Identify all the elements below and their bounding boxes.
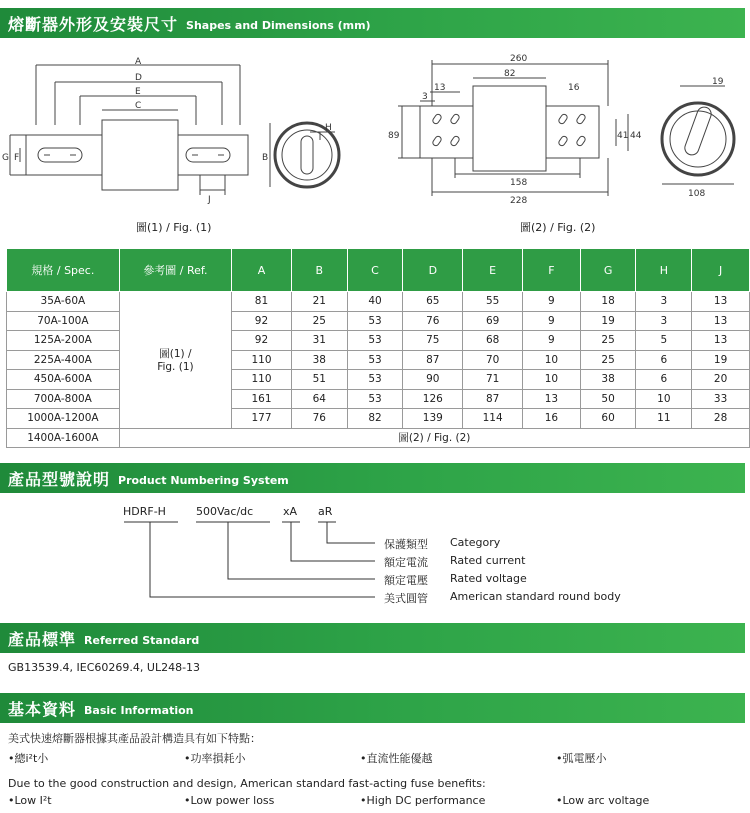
cell: 87 <box>403 350 463 370</box>
cell: 81 <box>232 292 292 312</box>
item-zh: 美式圓管 <box>384 592 428 605</box>
basic-item-zh: •總i²t小 <box>8 752 49 765</box>
cell: 20 <box>692 370 750 390</box>
cell: 76 <box>403 311 463 331</box>
dim-3: 3 <box>422 92 428 102</box>
standard-text: GB13539.4, IEC60269.4, UL248-13 <box>8 661 201 674</box>
table-row <box>7 409 750 429</box>
dim-label-B: B <box>262 153 269 163</box>
section-title-zh: 產品標準 <box>8 629 77 649</box>
table-header: J <box>692 249 750 292</box>
section-title-en: Basic Information <box>84 703 194 717</box>
cell: 50 <box>580 389 636 409</box>
cell: 126 <box>403 389 463 409</box>
basic-item-en: •Low arc voltage <box>556 794 650 807</box>
dim-label-C: C <box>135 101 142 111</box>
dim-label-E: E <box>135 87 141 97</box>
cell: 9 <box>523 292 581 312</box>
cell: 13 <box>692 311 750 331</box>
cell: 19 <box>580 311 636 331</box>
cell: 25 <box>580 350 636 370</box>
dim-label-F: F <box>14 153 20 163</box>
table-row <box>7 331 750 351</box>
cell: 10 <box>523 370 581 390</box>
cell: 31 <box>291 331 347 351</box>
table-row <box>7 350 750 370</box>
item-zh: 額定電流 <box>384 556 428 569</box>
table-header: 規格 / Spec. <box>7 249 120 292</box>
cell-spec: 125A-200A <box>7 331 120 351</box>
item-en: American standard round body <box>450 590 621 603</box>
section-title-en: Product Numbering System <box>118 473 289 487</box>
table-header: F <box>523 249 581 292</box>
cell: 33 <box>692 389 750 409</box>
table-header: G <box>580 249 636 292</box>
table-header: E <box>463 249 523 292</box>
dim-228: 228 <box>510 196 528 206</box>
basic-intro-zh: 美式快速熔斷器根據其產品設計構造具有如下特點： <box>8 732 261 745</box>
cell: 60 <box>580 409 636 429</box>
spec-table <box>6 248 750 448</box>
basic-item-zh: •直流性能優越 <box>360 752 433 765</box>
cell: 110 <box>232 350 292 370</box>
cell: 10 <box>523 350 581 370</box>
figure-1-drawing <box>0 50 360 210</box>
table-row <box>7 370 750 390</box>
code-current: xA <box>283 505 298 518</box>
item-zh: 保護類型 <box>384 538 428 551</box>
item-en: Rated current <box>450 554 526 567</box>
cell: 87 <box>463 389 523 409</box>
dim-158: 158 <box>510 178 528 188</box>
dim-82: 82 <box>504 69 516 79</box>
cell: 51 <box>291 370 347 390</box>
basic-item-en: •Low power loss <box>184 794 275 807</box>
item-en: Category <box>450 536 501 549</box>
cell: 69 <box>463 311 523 331</box>
ref-fig1-line2: Fig. (1) <box>157 361 194 374</box>
table-header: B <box>291 249 347 292</box>
item-en: Rated voltage <box>450 572 527 585</box>
numbering-item-voltage <box>384 572 527 588</box>
cell: 6 <box>636 350 692 370</box>
table-header: D <box>403 249 463 292</box>
cell: 13 <box>692 331 750 351</box>
basic-item-en: •Low I²t <box>8 794 52 807</box>
table-header-row <box>7 249 750 292</box>
cell: 110 <box>232 370 292 390</box>
table-row <box>7 311 750 331</box>
table-header: H <box>636 249 692 292</box>
cell: 139 <box>403 409 463 429</box>
cell: 177 <box>232 409 292 429</box>
cell: 9 <box>523 331 581 351</box>
dim-260: 260 <box>510 54 528 64</box>
cell: 9 <box>523 311 581 331</box>
code-voltage: 500Vac/dc <box>196 505 254 518</box>
cell: 3 <box>636 311 692 331</box>
cell: 53 <box>347 389 403 409</box>
cell-spec: 450A-600A <box>7 370 120 390</box>
cell: 65 <box>403 292 463 312</box>
numbering-connector-lines <box>0 515 400 605</box>
table-row <box>7 292 750 312</box>
cell-spec: 35A-60A <box>7 292 120 312</box>
cell: 53 <box>347 331 403 351</box>
cell: 38 <box>580 370 636 390</box>
cell-spec: 1000A-1200A <box>7 409 120 429</box>
dim-label-J: J <box>208 195 211 205</box>
cell: 6 <box>636 370 692 390</box>
cell: 11 <box>636 409 692 429</box>
figure-1-caption: 圖(1) / Fig. (1) <box>136 221 212 234</box>
numbering-item-body <box>384 590 621 606</box>
dim-label-G: G <box>2 153 9 163</box>
code-model: HDRF-H <box>123 505 166 518</box>
dim-41: 41 <box>617 131 629 141</box>
section-header-numbering <box>0 463 745 493</box>
cell: 161 <box>232 389 292 409</box>
cell: 40 <box>347 292 403 312</box>
table-row <box>7 428 750 448</box>
dim-44: 44 <box>630 131 642 141</box>
cell: 53 <box>347 350 403 370</box>
ref-fig1-line1: 圖(1) / <box>159 348 192 361</box>
cell: 90 <box>403 370 463 390</box>
dim-label-H: H <box>325 123 332 133</box>
numbering-item-current <box>384 554 526 570</box>
numbering-item-category <box>384 536 501 552</box>
cell-ref-fig2: 圖(2) / Fig. (2) <box>119 428 749 448</box>
cell-spec: 700A-800A <box>7 389 120 409</box>
basic-item-en: •High DC performance <box>360 794 486 807</box>
cell: 3 <box>636 292 692 312</box>
figure-2-drawing <box>380 46 750 216</box>
cell-ref-fig1 <box>119 292 231 429</box>
cell: 68 <box>463 331 523 351</box>
cell: 19 <box>692 350 750 370</box>
section-title-en: Referred Standard <box>84 633 200 647</box>
cell: 53 <box>347 370 403 390</box>
cell-spec: 225A-400A <box>7 350 120 370</box>
table-header: C <box>347 249 403 292</box>
cell: 53 <box>347 311 403 331</box>
section-header-standard <box>0 623 745 653</box>
table-row <box>7 389 750 409</box>
cell: 64 <box>291 389 347 409</box>
basic-item-zh: •功率損耗小 <box>184 752 246 765</box>
figure-2-caption: 圖(2) / Fig. (2) <box>520 221 596 234</box>
section-header-shapes <box>0 8 745 38</box>
cell: 114 <box>463 409 523 429</box>
cell: 75 <box>403 331 463 351</box>
cell: 5 <box>636 331 692 351</box>
cell: 18 <box>580 292 636 312</box>
dim-89: 89 <box>388 131 400 141</box>
dim-16: 16 <box>568 83 580 93</box>
cell: 38 <box>291 350 347 370</box>
table-header: 參考圖 / Ref. <box>119 249 231 292</box>
code-category: aR <box>318 505 333 518</box>
cell: 13 <box>523 389 581 409</box>
section-header-basic <box>0 693 745 723</box>
table-header: A <box>232 249 292 292</box>
cell: 28 <box>692 409 750 429</box>
dim-108: 108 <box>688 189 706 199</box>
section-title-en: Shapes and Dimensions (mm) <box>186 18 371 32</box>
basic-item-zh: •弧電壓小 <box>556 752 607 765</box>
dim-label-A: A <box>135 57 142 67</box>
cell-spec: 70A-100A <box>7 311 120 331</box>
cell: 82 <box>347 409 403 429</box>
section-title-zh: 熔斷器外形及安裝尺寸 <box>8 14 179 34</box>
dim-label-D: D <box>135 73 142 83</box>
basic-intro-en: Due to the good construction and design, American standard fast-acting fuse benefits: <box>8 777 486 790</box>
cell: 25 <box>291 311 347 331</box>
cell: 92 <box>232 331 292 351</box>
cell-spec: 1400A-1600A <box>7 428 120 448</box>
dim-13: 13 <box>434 83 446 93</box>
cell: 70 <box>463 350 523 370</box>
section-title-zh: 產品型號說明 <box>8 469 111 489</box>
cell: 92 <box>232 311 292 331</box>
cell: 21 <box>291 292 347 312</box>
item-zh: 額定電壓 <box>384 574 428 587</box>
cell: 10 <box>636 389 692 409</box>
dim-19: 19 <box>712 77 724 87</box>
cell: 71 <box>463 370 523 390</box>
cell: 13 <box>692 292 750 312</box>
cell: 25 <box>580 331 636 351</box>
cell: 55 <box>463 292 523 312</box>
cell: 76 <box>291 409 347 429</box>
cell: 16 <box>523 409 581 429</box>
section-title-zh: 基本資料 <box>8 699 77 719</box>
